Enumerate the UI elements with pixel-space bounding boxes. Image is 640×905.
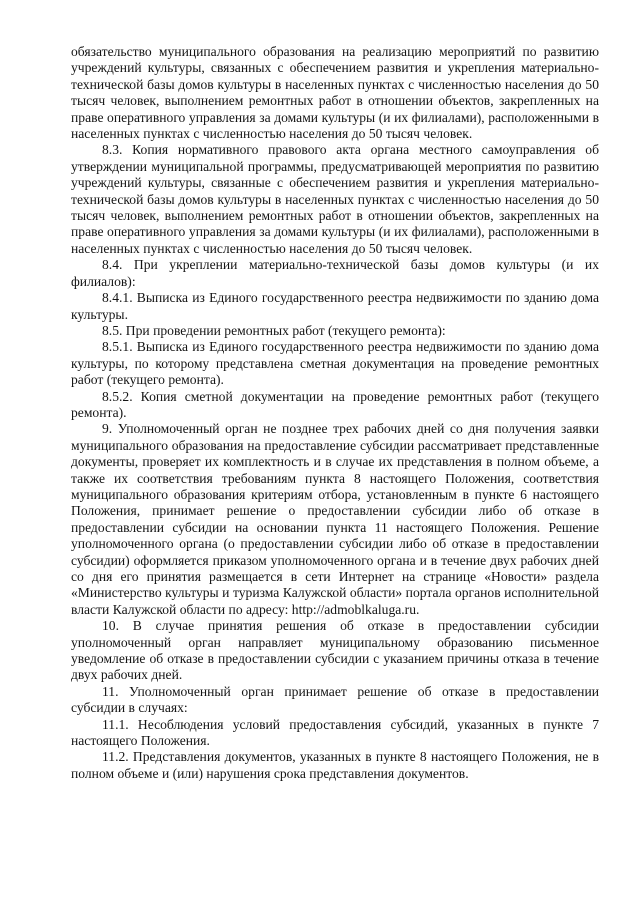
paragraph-9: 9. Уполномоченный орган не позднее трех рабочих дней со дня получения заявки муниципального образования на предоставление субсидии рассматривает представленные документы, проверяет их комплектность и в случае их представления в полном объеме, а также их соответствия требованиям пункта 8 настоящего Положения, соответствия муниципального образования критериям отбора, установленным в пункте 6 настоящего Положения, принимает решение о предоставлении субсидии либо об отказе в предоставлении субсидии на основании пункта 11 настоящего Положения. Решение уполномоченного органа (о предоставлении субсидии либо об отказе в предоставлении субсидии) оформляется приказом уполномоченного органа и в течение двух рабочих дней со дня его принятия размещается в сети Интернет на странице «Новости» раздела «Министерство культуры и туризма Калужской области» портала органов исполнительной власти Калужской области по адресу: http://admoblkaluga.ru. [71, 421, 599, 617]
paragraph-obligation-continued: обязательство муниципального образования на реализацию мероприятий по развитию учреждений культуры, связанных с обеспечением развития и укрепления материально-технической базы домов культуры в населенных пунктах с численностью населения до 50 тысяч человек, выполнением ремонтных работ в отношении объектов, закрепленных на праве оперативного управления за домами культуры (и их филиалами), расположенными в населенных пунктах с численностью населения до 50 тысяч человек. [71, 44, 599, 142]
paragraph-10: 10. В случае принятия решения об отказе в предоставлении субсидии уполномоченный орган направляет муниципальному образованию письменное уведомление об отказе в предоставлении субсидии с указанием причины отказа в течение двух рабочих дней. [71, 618, 599, 683]
paragraph-8-5: 8.5. При проведении ремонтных работ (текущего ремонта): [102, 322, 446, 338]
paragraph-11-1: 11.1. Несоблюдения условий предоставления субсидий, указанных в пункте 7 настоящего Положения. [71, 716, 599, 749]
paragraph-8-4-1: 8.4.1. Выписка из Единого государственного реестра недвижимости по зданию дома культуры. [71, 290, 599, 322]
paragraph-11-2: 11.2. Представления документов, указанных в пункте 8 настоящего Положения, не в полном объеме и (или) нарушения срока представления документов. [71, 749, 599, 781]
paragraph-8-4: 8.4. При укреплении материально-технической базы домов культуры (и их филиалов): [71, 257, 599, 289]
paragraph-8-5-2: 8.5.2. Копия сметной документации на проведение ремонтных работ (текущего ремонта). [71, 388, 599, 420]
paragraph-11: 11. Уполномоченный орган принимает решение об отказе в предоставлении субсидии в случаях: [71, 683, 599, 716]
document-body [71, 44, 599, 782]
paragraph-8-3: 8.3. Копия нормативного правового акта органа местного самоуправления об утверждении муниципальной программы, предусматривающей мероприятия по развитию учреждений культуры, связанные с обеспечением развития и укрепления материально-технической базы домов культуры в населенных пунктах с численностью населения до 50 тысяч человек, выполнением ремонтных работ в отношении объектов, закрепленных на праве оперативного управления за домами культуры (и их филиалами), расположенными в населенных пунктах с численностью населения до 50 тысяч человек. [71, 142, 599, 256]
paragraph-8-5-1: 8.5.1. Выписка из Единого государственного реестра недвижимости по зданию дома культуры, по которому представлена сметная документация на проведение ремонтных работ (текущего ремонта). [71, 339, 599, 388]
